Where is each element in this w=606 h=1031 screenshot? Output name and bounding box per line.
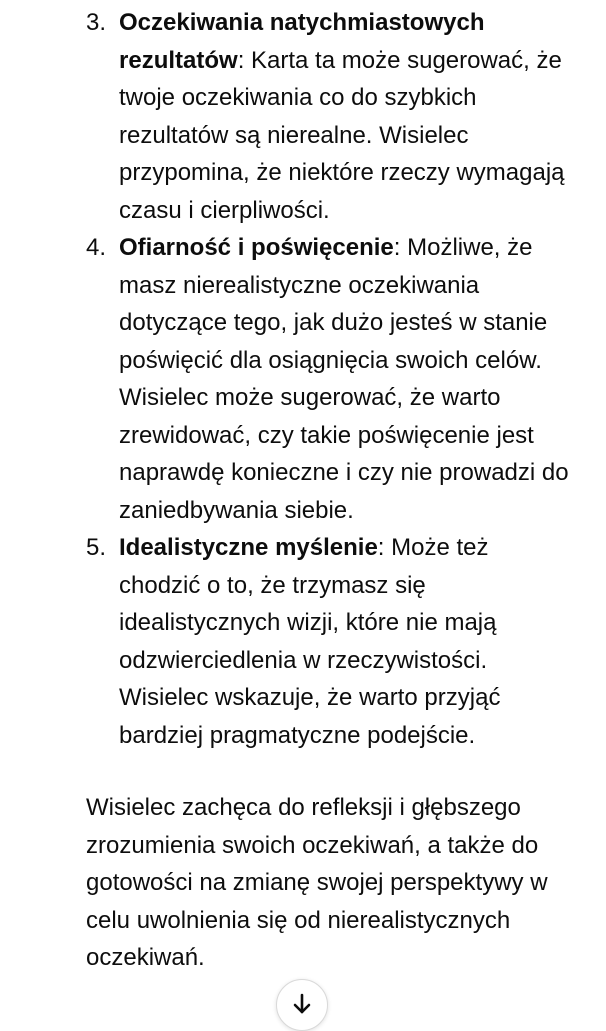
summary-paragraph: Wisielec zachęca do refleksji i głębszego zrozumienia swoich oczekiwań, a także do gotowości na zmianę swojej perspektywy w celu uwolnienia się od nierealistycznych oczekiwań.	[86, 794, 548, 971]
list-item	[86, 4, 572, 229]
list-item-text: : Możliwe, że masz nierealistyczne oczekiwania dotyczące tego, jak dużo jesteś w stanie poświęcić dla osiągnięcia swoich celów. Wisielec może sugerować, że warto zrewidować, czy takie poświęcenie jest naprawdę konieczne i czy nie prowadzi do zaniedbywania siebie.	[119, 234, 569, 524]
list-item-text: : Karta ta może sugerować, że twoje oczekiwania co do szybkich rezultatów są nierealne. Wisielec przypomina, że niektóre rzeczy wymagają czasu i cierpliwości.	[119, 46, 565, 224]
list-item-number: 4.	[86, 234, 107, 261]
scroll-to-bottom-button[interactable]	[276, 979, 328, 1031]
message-content	[86, 4, 572, 977]
arrow-down-icon	[292, 993, 312, 1015]
list-item-title: Idealistyczne myślenie	[119, 534, 378, 561]
numbered-list	[86, 4, 572, 754]
list-item-number: 5.	[86, 534, 107, 561]
list-item	[86, 529, 572, 754]
list-item-text: : Może też chodzić o to, że trzymasz się idealistycznych wizji, które nie mają odzwierciedlenia w rzeczywistości. Wisielec wskazuje, że warto przyjąć bardziej pragmatyczne podejście.	[119, 534, 501, 749]
list-item-number: 3.	[86, 9, 107, 36]
list-item-title: Oczekiwania natychmiastowych rezultatów	[119, 9, 485, 74]
list-item	[86, 229, 572, 529]
list-item-title: Ofiarność i poświęcenie	[119, 234, 394, 261]
